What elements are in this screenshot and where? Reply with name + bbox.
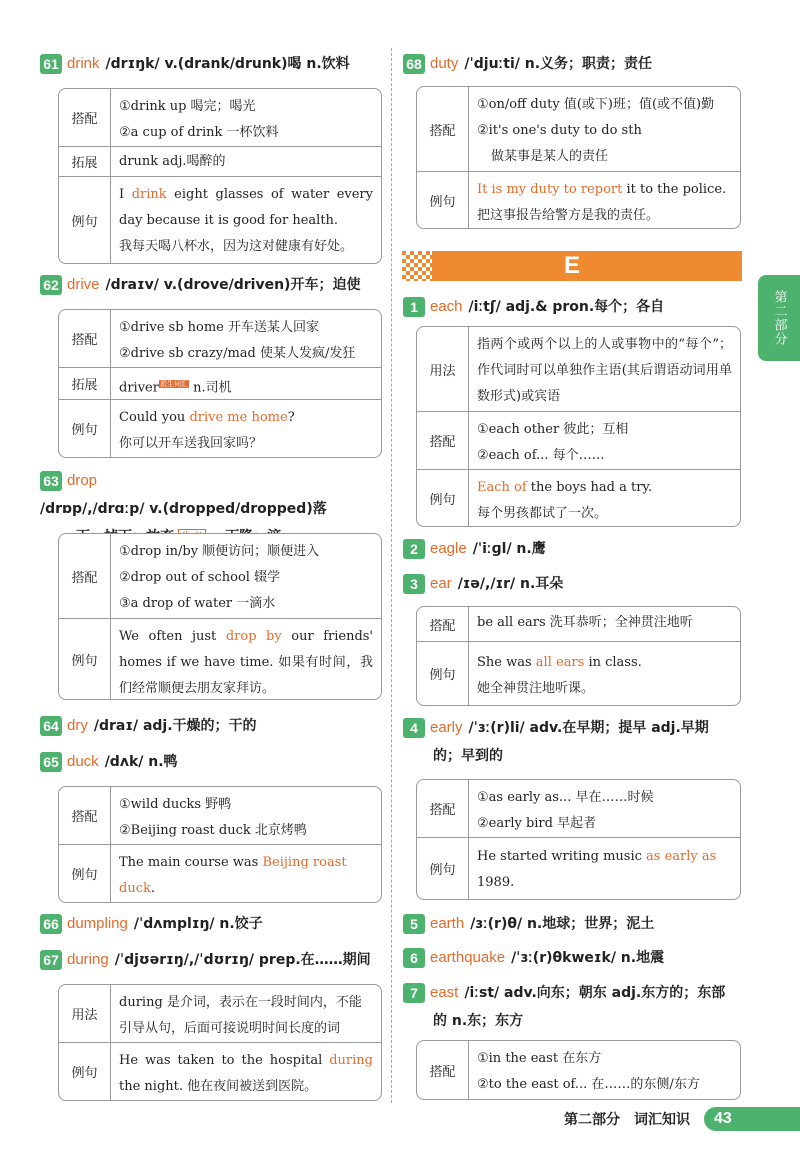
page-footer xyxy=(564,1107,800,1131)
collocation: ③a drop of water 一滴水 xyxy=(119,596,276,611)
label-example: 例句 xyxy=(417,838,469,899)
usage-note: 指两个或两个以上的人或事物中的“每个”；作代词时可以单独作主语(其后谓语动词用单数形式)或宾语 xyxy=(477,337,732,404)
collocation: ②Beijing roast duck 北京烤鸭 xyxy=(119,823,307,838)
page-number: 43 xyxy=(704,1107,800,1131)
derivative-tag: 派生词汇 xyxy=(159,380,188,388)
section-letter: E xyxy=(563,252,580,279)
entry-number: 5 xyxy=(403,914,425,934)
collocation: ①in the east 在东方 xyxy=(477,1051,602,1066)
usage-table-duty xyxy=(416,86,741,229)
label-collocation: 搭配 xyxy=(417,87,469,171)
entry-number: 63 xyxy=(40,471,62,491)
example-pre: He was taken to the hospital xyxy=(119,1053,330,1068)
label-example: 例句 xyxy=(417,470,469,526)
example-highlight: drive me home xyxy=(189,410,288,425)
section-banner-e xyxy=(402,251,742,281)
usage-table-east xyxy=(416,1040,741,1100)
definition: /drɪŋk/ v.(drank/drunk)喝 n.饮料 xyxy=(105,56,350,72)
entry-number: 4 xyxy=(403,718,425,738)
example-highlight: all ears xyxy=(535,655,585,670)
collocation: be all ears 洗耳恭听；全神贯注地听 xyxy=(477,615,693,630)
definition: /ˈdjuːti/ n.义务；职责；责任 xyxy=(464,56,653,72)
definition: /draɪ/ adj.干燥的；干的 xyxy=(93,718,257,734)
collocation: ②each of... 每个…… xyxy=(477,448,605,463)
example-post: . xyxy=(150,881,155,896)
extension: drunk adj.喝醉的 xyxy=(119,154,226,169)
headword: dry xyxy=(67,717,88,734)
label-example: 例句 xyxy=(59,1043,111,1100)
checker-pattern xyxy=(402,251,432,281)
section-side-tab: 第二部分 xyxy=(758,275,800,361)
label-extension: 拓展 xyxy=(59,368,111,399)
definition: /dʌk/ n.鸭 xyxy=(104,754,178,770)
label-collocation: 搭配 xyxy=(59,534,111,618)
entry-number: 68 xyxy=(403,54,425,74)
headword: drop xyxy=(67,472,98,489)
label-example: 例句 xyxy=(59,177,111,263)
usage-table-each xyxy=(416,326,741,527)
label-example: 例句 xyxy=(59,400,111,457)
entry-eagle xyxy=(403,535,546,563)
example-post: ? xyxy=(287,410,295,425)
example-highlight: drop by xyxy=(225,629,282,644)
headword: drive xyxy=(67,276,100,293)
example-highlight: drink xyxy=(131,187,167,202)
usage-table-drive xyxy=(58,309,382,458)
headword: early xyxy=(430,719,463,736)
label-example: 例句 xyxy=(59,619,111,699)
collocation-translation: 做某事是某人的责任 xyxy=(491,149,609,164)
collocation: ①drink up 喝完；喝光 xyxy=(119,99,256,114)
entry-number: 7 xyxy=(403,983,425,1003)
label-collocation: 搭配 xyxy=(417,607,469,641)
entry-earthquake xyxy=(403,944,664,972)
label-usage: 用法 xyxy=(417,327,469,411)
label-collocation: 搭配 xyxy=(417,1041,469,1099)
definition: /ˈiːɡl/ n.鹰 xyxy=(472,541,546,557)
entry-duck xyxy=(40,748,178,776)
collocation: ①as early as... 早在……时候 xyxy=(477,790,654,805)
example-highlight: It is my duty to report xyxy=(477,182,623,197)
example-pre: I xyxy=(119,187,132,202)
collocation: ①on/off duty 值(或下)班；值(或不值)勤 xyxy=(477,97,715,112)
collocation: ①wild ducks 野鸭 xyxy=(119,797,232,812)
example-post: the night. 他在夜间被送到医院。 xyxy=(119,1079,318,1094)
label-example: 例句 xyxy=(417,172,469,228)
usage-table-early xyxy=(416,779,741,900)
example-translation: 我每天喝八杯水，因为这对健康有好处。 xyxy=(119,239,354,254)
example-post: in class. xyxy=(584,655,642,670)
entry-number: 67 xyxy=(40,950,62,970)
definition: /ɪə/,/ɪr/ n.耳朵 xyxy=(457,576,564,592)
definition: /ˈɜː(r)li/ adv.在早期；提早 adj.早期 xyxy=(468,720,709,736)
usage-note: during 是介词，表示在一段时间内，不能引导从句，后面可接说明时间长度的词 xyxy=(119,995,362,1036)
entry-earth xyxy=(403,910,654,938)
headword: earthquake xyxy=(430,949,506,966)
example-highlight: as early as xyxy=(646,849,717,864)
definition: /drɒp/,/drɑːp/ v.(dropped/dropped)落 xyxy=(40,501,327,517)
example-translation: 每个男孩都试了一次。 xyxy=(477,506,608,521)
example-translation xyxy=(119,902,373,903)
entry-number: 1 xyxy=(403,297,425,317)
extension-def: n.司机 xyxy=(188,380,232,396)
example-highlight: during xyxy=(329,1053,373,1068)
label-example: 例句 xyxy=(417,642,469,705)
entry-number: 64 xyxy=(40,716,62,736)
example-translation xyxy=(477,896,732,900)
entry-drive xyxy=(40,271,360,299)
headword: ear xyxy=(430,575,452,592)
label-collocation: 搭配 xyxy=(59,310,111,367)
entry-drink xyxy=(40,50,350,78)
example-translation: 她全神贯注地听课。 xyxy=(477,681,595,696)
example-highlight: Beijing roast duck xyxy=(119,855,347,896)
example-pre: She was xyxy=(477,655,536,670)
usage-table-duck xyxy=(58,786,382,903)
collocation: ②early bird 早起者 xyxy=(477,816,597,831)
example-post: eight glasses of water every day because it is good for health. xyxy=(119,187,373,228)
label-collocation: 搭配 xyxy=(59,89,111,146)
definition: /iːst/ adv.向东；朝东 adj.东方的；东部 xyxy=(464,985,726,1001)
definition: /ˈdjʊərɪŋ/,/ˈdʊrɪŋ/ prep.在……期间 xyxy=(114,952,371,968)
definition-cont: 的；早到的 xyxy=(433,748,503,764)
definition: /ˈɜː(r)θkweɪk/ n.地震 xyxy=(511,950,665,966)
entry-ear xyxy=(403,570,563,598)
entry-number: 66 xyxy=(40,914,62,934)
example-post: the boys had a try. xyxy=(526,480,653,495)
example-pre: We often just xyxy=(119,629,226,644)
collocation: ②drive sb crazy/mad 使某人发疯/发狂 xyxy=(119,346,356,361)
example-translation: 你可以开车送我回家吗？ xyxy=(119,436,263,451)
headword: duck xyxy=(67,753,99,770)
usage-table-drop xyxy=(58,533,382,700)
collocation: ②a cup of drink 一杯饮料 xyxy=(119,125,279,140)
headword: dumpling xyxy=(67,915,128,932)
example-pre: He started writing music xyxy=(477,849,647,864)
headword: drink xyxy=(67,55,100,72)
label-extension: 拓展 xyxy=(59,147,111,176)
collocation: ②drop out of school 辍学 xyxy=(119,570,281,585)
example-translation: 把这事报告给警方是我的责任。 xyxy=(477,208,660,223)
usage-table-during xyxy=(58,984,382,1101)
entry-each xyxy=(403,293,664,321)
example-post: our friends' homes if we have time. 如果有时间，我们经常顺便去朋友家拜访。 xyxy=(119,629,374,696)
label-collocation: 搭配 xyxy=(417,412,469,469)
usage-table-drink xyxy=(58,88,382,264)
definition: /ˈdʌmplɪŋ/ n.饺子 xyxy=(133,916,263,932)
headword: duty xyxy=(430,55,459,72)
headword: east xyxy=(430,984,459,1001)
entry-number: 2 xyxy=(403,539,425,559)
example-highlight: Each of xyxy=(477,480,527,495)
headword: each xyxy=(430,298,463,315)
collocation: ①each other 彼此；互相 xyxy=(477,422,629,437)
definition: /ɜː(r)θ/ n.地球；世界；泥土 xyxy=(470,916,655,932)
entry-during xyxy=(40,946,371,974)
label-collocation: 搭配 xyxy=(59,787,111,844)
entry-number: 6 xyxy=(403,948,425,968)
label-collocation: 搭配 xyxy=(417,780,469,837)
definition: /draɪv/ v.(drove/driven)开车；迫使 xyxy=(105,277,361,293)
entry-number: 62 xyxy=(40,275,62,295)
headword: earth xyxy=(430,915,465,932)
example-post: 1989. xyxy=(477,875,515,890)
example-pre: The main course was xyxy=(119,855,263,870)
entry-early xyxy=(403,714,748,770)
collocation: ②to the east of... 在……的东侧/东方 xyxy=(477,1077,700,1092)
footer-section: 第二部分 词汇知识 xyxy=(564,1112,690,1128)
label-usage: 用法 xyxy=(59,985,111,1042)
entry-east xyxy=(403,979,748,1035)
entry-dry xyxy=(40,712,257,740)
usage-table-ear xyxy=(416,606,741,706)
definition: /iːtʃ/ adj.& pron.每个；各自 xyxy=(468,299,665,315)
extension-word: driver xyxy=(119,380,159,396)
entry-duty xyxy=(403,50,652,78)
headword: eagle xyxy=(430,540,467,557)
column-divider xyxy=(391,48,392,1103)
example-pre: Could you xyxy=(119,410,190,425)
headword: during xyxy=(67,951,109,968)
label-example: 例句 xyxy=(59,845,111,902)
entry-number: 3 xyxy=(403,574,425,594)
example-post: it to the police. xyxy=(622,182,727,197)
collocation: ①drive sb home 开车送某人回家 xyxy=(119,320,319,335)
collocation: ①drop in/by 顺便访问；顺便进入 xyxy=(119,544,320,559)
entry-number: 65 xyxy=(40,752,62,772)
definition-cont: 的 n.东；东方 xyxy=(433,1013,524,1029)
collocation: ②it's one's duty to do sth xyxy=(477,123,642,138)
entry-number: 61 xyxy=(40,54,62,74)
entry-dumpling xyxy=(40,910,263,938)
